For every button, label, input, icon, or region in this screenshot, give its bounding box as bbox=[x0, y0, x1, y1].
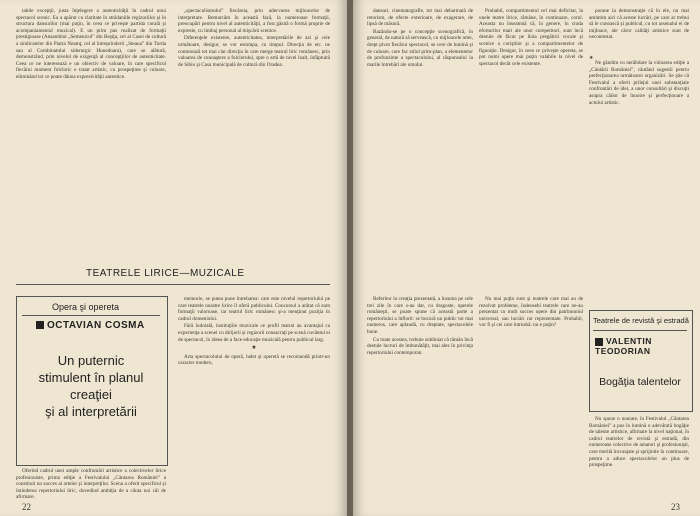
right-col3-mid bbox=[589, 60, 689, 306]
right-page bbox=[353, 0, 700, 516]
left-col1-bottom bbox=[16, 468, 166, 504]
right-col1-top bbox=[367, 8, 473, 256]
paragraph: Fără îndoială, instituţiile muzicale ce profil teatral au avantajul ca experienţa a scenei cu dirijorii şi regizorii consacraţi pe scenă cuvântul ei de spectacol, în ideea de a face educaţie muzicală pentru publicul larg. bbox=[178, 323, 330, 343]
author-line bbox=[595, 336, 687, 356]
page-number: 22 bbox=[22, 502, 31, 512]
right-col2-top bbox=[479, 8, 583, 256]
left-page bbox=[0, 0, 347, 516]
article-header-box bbox=[589, 310, 693, 412]
rubric: Teatrele de revistă şi estradă bbox=[593, 316, 689, 325]
paragraph: Probabil, compartimentul cel mai deficitar, la unele teatre lirice, rămâne, în continuare, corul. Aceasta nu înseamnă că, în genere, în ciuda eforturilor mari ale unor corepetitori, sunt încă destule de făcut pe linia pregătirii vocale şi scenice a coriştilor şi a compartimentelor de figuraţie. Desigur, în ceea ce priveşte opereta, se pot numi opere mai puţin valabile la nivel de spectacol decât cele existente. bbox=[479, 8, 583, 67]
paragraph: Nu spune o noutate, în Festivalul „Cântarea României” a pus în lumină o adevărată bogăţie de talente artistice, afirmate la nivel naţional, în cadrul teatrelor de revistă şi estradă, din numeroase colective de amatori şi profesionişti, care merită încurajate şi sprijinite în continuare, pentru a aduce spectacolelor un plus de prospeţime. bbox=[589, 416, 689, 469]
paragraph: Nu mai puţin sunt şi teatrele care mai au de rezolvat probleme, îndeosebi teatrele care ne-au prezentat cu mult succes opere din patrimoniul universal, sau lucrări rar reprezentate. Probabil, vor fi şi cei care întreabă: nu e puţin? bbox=[479, 296, 583, 329]
right-col3-top bbox=[589, 8, 689, 48]
paragraph: Cu toate acestea, trebuie subliniat că rămân încă destule lucruri de îmbunătăţit, mai ales în privinţa repertoriului contemporan. bbox=[367, 336, 473, 356]
paragraph: „spectaculismului” fiecăreia, prin adecvarea mijloacelor de interpretare. Remarcăm în această fază, la numeroase formaţii, preocupări pentru nivel al autenticităţii, a fost găsită o formă proprie de expresie, cu limbaj personal al mişcării scenice. bbox=[178, 8, 330, 34]
left-col1-top bbox=[16, 8, 166, 256]
section-title: TEATRELE LIRICE—MUZICALE bbox=[86, 268, 245, 279]
article-headline: Bogăţia talentelor bbox=[599, 376, 681, 388]
author-line bbox=[36, 320, 145, 331]
right-col1-bottom bbox=[367, 296, 473, 504]
article-headline bbox=[18, 352, 164, 420]
paragraph: memorie, se putea pune întrebarea: care este nivelul repertoriului pe care teatrele noastre lirice îl oferă publicului. Concursul a arătat că sunt formaţii valoroase, iar teatrul liric românesc şi-a menţinut poziţia în cadrul domeniului. bbox=[178, 296, 330, 322]
paragraph: Oferind cadrul unei ample confruntări artistice a colectivelor lirice profesioniste, prima ediţie a Festivalului „Cântarea României” a constituit un succes al artelor şi interpreţilor. Scena a oferit specificul şi întinderea repertoriului liric, dovedind ambiţia de a căuta noi căi de afirmare. bbox=[16, 468, 166, 501]
headline-line: şi al interpretării bbox=[45, 404, 137, 419]
headline-line: creaţiei bbox=[70, 387, 112, 402]
paragraph: Ne gândim cu nerăbdare la viitoarea ediţie a „Cântării României”, căutând sugestii pentru perfecţionarea următoarei organizări. Se ştie că Festivalul a oferit prilejul unei substanţiale confruntări de idei, a unor consultări şi discuţii asupra căilor de înnoire şi perfecţionare a actului artistic. bbox=[589, 60, 689, 106]
headline-line: Un puternic bbox=[57, 353, 125, 368]
author-name: VALENTIN TEODORIAN bbox=[595, 336, 652, 356]
star-separator: ★ bbox=[251, 345, 257, 352]
left-col2-bottom bbox=[178, 296, 330, 504]
page-number: 23 bbox=[671, 502, 680, 512]
divider bbox=[593, 330, 687, 331]
paragraph: Bazându-se pe o concepţie scenografică, în general, de natură să servească, cu mijloacele artei, drept pivot fiecărui spectacol, se cere de lumină şi de culoare, care fac stilul prim-plan, a elementelor de profunzime a spectacolului, al răspunsului la marile întrebări ale omului. bbox=[367, 28, 473, 68]
author-name: OCTAVIAN COSMA bbox=[47, 320, 145, 331]
square-bullet-icon bbox=[36, 321, 44, 329]
left-col2-top bbox=[178, 8, 330, 256]
rubric: Opera şi opereta bbox=[52, 302, 120, 312]
paragraph: dansuri, cinematografie, tot mai deharmată de retorism, de efecte exterioare, de exagerare, de lipsă de măsură. bbox=[367, 8, 473, 28]
paragraph: porane la demonstraţie că în ele, nu mai amintim aici că aceste lucrări, pe care ar trebui să le cunoască şi publicul, cu tot arsenalul ei de mijloace, ale căror calităţi artistice sunt de necontestat. bbox=[589, 8, 689, 41]
right-col2-bottom bbox=[479, 296, 583, 504]
headline-line: stimulent în planul bbox=[38, 370, 144, 385]
divider bbox=[22, 315, 160, 316]
paragraph: Referitor la creaţia prezentată, a însuma pe cele trei zile în care s-au dat, cu dragoste, operele româneşti, se poate spune că această parte a repertoriului a înflorit: se bucură un public tot mai numeros, care aplaudă, cu dreptate, spectacolele bune. bbox=[367, 296, 473, 335]
right-col3-bottom bbox=[589, 416, 689, 498]
divider bbox=[16, 284, 330, 285]
paragraph: Diferenţele existente, autenticitatea, interpretările de azi şi cele următoare, desigur, se vor estompa, cu timpul. Direcţia de etc. ne conturează tot mai clar direcţia în care merge teatrul liric românesc, prin valoarea de cunoaştere a folclorului, spre o artă de nivel înalt, înfăptuită de Sibiu şi Casa municipală de cultură din Oradea. bbox=[178, 35, 330, 68]
paragraph: Arta spectacolului de operă, balet şi operetă se recomandă printr-un caracter modern, bbox=[178, 353, 330, 367]
square-bullet-icon bbox=[595, 338, 603, 346]
star-separator: ★ bbox=[589, 55, 594, 62]
paragraph: tabile excepţii, justa înţelegere a autenticităţii în cadrul unui spectacol scenic. Ea a apărut cu claritate în strădaniile regizoriilor şi în structura dansurilor (mai puţin, în ceea ce priveşte partida corală şi acompaniamentul muzical). E un prim pas realizat de formaţii prestigioase (Ansamblul „Semenicul” din Reşiţa, cel al Casei de cultură a sindicatelor din Piatra Neamţ, cel al întreprinderii „Steaua” din Turda sau al Combinatului siderurgic Hunedoara), care se alătură, demonstrând, prin nivelul de exigenţă al concepţiilor de autenticitate. Ceea ce ne interesează e un obiectiv de valoare, în care specificul fiecărui moment folcloric e tratat artistic, cu prospeţime şi culoare, eliminând tot ce poate dăuna expresivităţii autentice. bbox=[16, 8, 166, 80]
